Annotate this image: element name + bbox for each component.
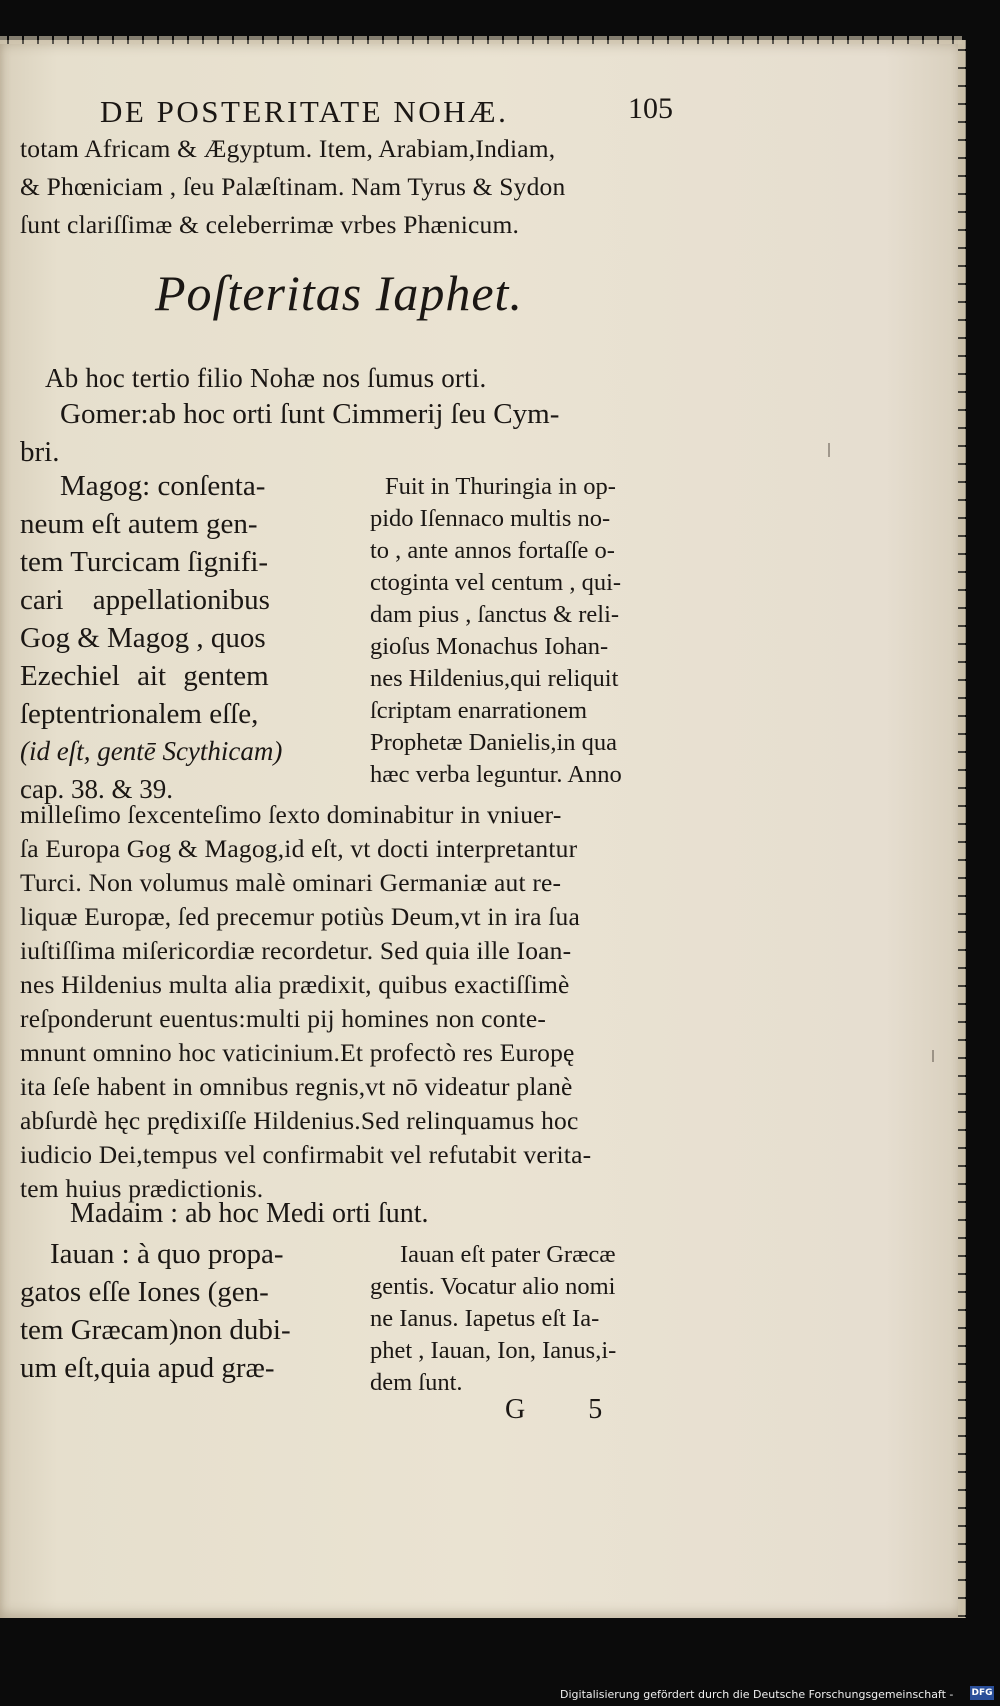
magog-right-line: ſcriptam enarrationem xyxy=(370,697,587,724)
magog-left-line: Gog & Magog , quos xyxy=(20,622,266,654)
iauan-left-line: gatos eſſe Iones (gen- xyxy=(20,1276,269,1308)
magog-right-line: Prophetæ Danielis,in qua xyxy=(370,729,618,756)
body-line: mnunt omnino hoc vaticinium.Et profectò res Europę xyxy=(20,1038,575,1067)
magog-left-line: tem Turcicam ſignifi- xyxy=(20,546,269,578)
magog-left-line: cari appellationibus xyxy=(20,584,270,616)
body-line: nes Hildenius multa alia prædixit, quibus exactiſſimè xyxy=(20,970,570,999)
magog-right-line: dam pius , ſanctus & reli- xyxy=(370,601,620,628)
body-line: liquæ Europæ, ſed precemur potiùs Deum,vt in ira ſua xyxy=(20,902,580,931)
iauan-right-line: phet , Iauan, Ion, Ianus,i- xyxy=(370,1337,617,1364)
body-line: Turci. Non volumus malè ominari Germaniæ aut re- xyxy=(20,868,562,897)
page-top-edge xyxy=(0,36,962,44)
body-line: ſa Europa Gog & Magog,id eſt, vt docti interpretantur xyxy=(20,834,578,863)
magog-left-line: (id eſt, gentē Scythicam) xyxy=(20,736,283,766)
gomer-line-2: bri. xyxy=(20,436,60,468)
opening-line: Ab hoc tertio filio Nohæ nos ſumus orti. xyxy=(45,363,487,393)
magog-right-line: ctoginta vel centum , qui- xyxy=(370,569,622,596)
page-right-edge xyxy=(958,40,966,1618)
digitization-credit: Digitalisierung gefördert durch die Deutsche Forschungsgemeinschaft - xyxy=(560,1688,954,1701)
iauan-right-line: Iauan eſt pater Græcæ xyxy=(400,1241,616,1268)
iauan-right-line: ne Ianus. Iapetus eſt Ia- xyxy=(370,1305,600,1332)
iauan-left-line: Iauan : à quo propa- xyxy=(50,1238,284,1270)
magog-right-line: pido Iſennaco multis no- xyxy=(370,505,611,532)
body-line: tem huius prædictionis. xyxy=(20,1174,264,1203)
running-head: DE POSTERITATE NOHÆ. xyxy=(100,94,509,129)
magog-left-line: ſeptentrionalem eſſe, xyxy=(20,698,259,730)
magog-right-line: gioſus Monachus Iohan- xyxy=(370,633,609,660)
iauan-right-line: gentis. Vocatur alio nomi xyxy=(370,1273,616,1300)
magog-right-line: to , ante annos fortaſſe o- xyxy=(370,537,615,564)
magog-right-line: nes Hildenius,qui reliquit xyxy=(370,665,619,692)
magog-right-line: Fuit in Thuringia in op- xyxy=(385,473,616,500)
magog-left-line: Magog: conſenta- xyxy=(60,470,266,502)
body-line: abſurdè hęc prędixiſſe Hildenius.Sed relinquamus hoc xyxy=(20,1106,579,1135)
iauan-left-line: tem Græcam)non dubi- xyxy=(20,1314,291,1346)
madaim-line: Madaim : ab hoc Medi orti ſunt. xyxy=(70,1198,429,1229)
intro-line-1: totam Africam & Ægyptum. Item, Arabiam,Indiam, xyxy=(20,134,556,163)
magog-left-line: cap. 38. & 39. xyxy=(20,774,173,804)
margin-mark xyxy=(828,443,830,457)
section-heading: Poſteritas Iaphet. xyxy=(155,265,523,321)
page-number: 105 xyxy=(628,92,673,125)
intro-line-3: ſunt clariſſimæ & celeberrimæ vrbes Phænicum. xyxy=(20,210,520,239)
body-line: milleſimo ſexcenteſimo ſexto dominabitur in vniuer- xyxy=(20,800,562,829)
signature-mark: G 5 xyxy=(505,1394,631,1425)
magog-left-line: neum eſt autem gen- xyxy=(20,508,258,540)
gomer-line-1: Gomer:ab hoc orti ſunt Cimmerij ſeu Cym- xyxy=(60,398,560,430)
magog-right-line: hæc verba leguntur. Anno xyxy=(370,761,622,788)
iauan-left-line: um eſt,quia apud græ- xyxy=(20,1352,275,1384)
body-line: ita ſeſe habent in omnibus regnis,vt nō videatur planè xyxy=(20,1072,573,1101)
magog-left-line: Ezechiel ait gentem xyxy=(20,660,269,692)
iauan-right-line: dem ſunt. xyxy=(370,1369,463,1396)
body-line: iuſtiſſima miſericordiæ recordetur. Sed quia ille Ioan- xyxy=(20,936,572,965)
body-line: iudicio Dei,tempus vel confirmabit vel refutabit verita- xyxy=(20,1140,592,1169)
margin-mark xyxy=(932,1050,934,1062)
book-page xyxy=(0,40,965,1618)
dfg-logo: DFG xyxy=(971,1688,993,1698)
intro-line-2: & Phœniciam , ſeu Palæſtinam. Nam Tyrus & Sydon xyxy=(20,172,566,201)
body-line: reſponderunt euentus:multi pij homines non conte- xyxy=(20,1004,547,1033)
